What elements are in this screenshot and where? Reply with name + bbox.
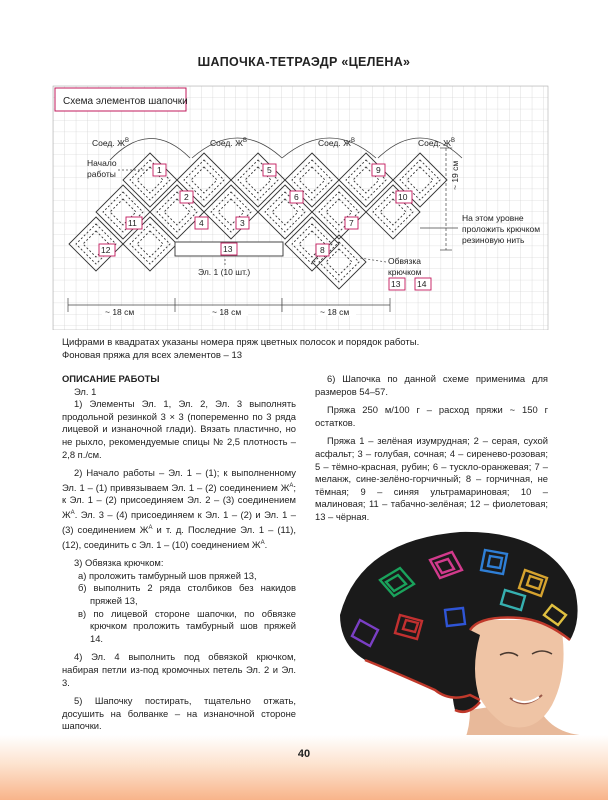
footer-band [0, 735, 608, 800]
paragraph: Пряжа 1 – зелёная изумрудная; 2 – серая, сухой асфальт; 3 – голубая, сочная; 4 – сиренево-розовая; 5 – тёмно-красная, рубин; 6 – тускло-оранжевая; 7 – меланж, сине-зелёно-горчичный; 8 – горчичная, не тёмная; 9 – синяя ультрамариновая; 10 – малиновая; 11 – табачно-зелёная; 12 – фиолетовая; 13 – чёрная. [315, 435, 548, 522]
page-title: ШАПОЧКА-ТЕТРАЭДР «ЦЕЛЕНА» [197, 55, 411, 69]
num-1: 1 [157, 165, 162, 175]
diagram-note: Цифрами в квадратах указаны номера пряж цветных полосок и порядок работы. [62, 337, 420, 348]
hat-element-diagram [0, 0, 608, 330]
start-label: Начало [87, 158, 117, 168]
num-10: 10 [398, 192, 408, 202]
join-label: Соед. $Ж^В$ [210, 138, 247, 148]
paragraph: 2) Начало работы – Эл. 1 – (1); к выполненному Эл. 1 – (1) привязываем Эл. 1 – (2) соединением $Ж^А$; к Эл. 1 – (2) присоединяем Эл. 2 – (3) соединением $Ж^А$. Эл. 3 – (4) присоединяем к Эл. 1 – (2) и Эл. 1 – (3) соединением $Ж^А$ и т. д. Последние Эл. 1 – (11), (12), соединить с Эл. 1 – (10) соединением $Ж^А$. [62, 467, 297, 550]
num-11: 11 [128, 218, 137, 228]
diagram-caption: Схема элементов шапочки [63, 96, 188, 107]
start-label: работы [87, 169, 116, 179]
join-label: Соед. $Ж^В$ [92, 138, 129, 148]
element-label: Эл. 1 (10 шт.) [198, 267, 251, 277]
join-label: Соед. $Ж^В$ [418, 138, 455, 148]
width-label: ~ 18 см [105, 307, 135, 317]
num-4: 4 [199, 218, 204, 228]
right-column [315, 373, 548, 524]
num-13-crochet: 13 [391, 279, 401, 289]
paragraph: 6) Шапочка по данной схеме применима для размеров 54–57. [315, 373, 548, 397]
width-label: ~ 18 см [212, 307, 242, 317]
element-subheading: Эл. 1 [74, 385, 97, 397]
crochet-label: крючком [388, 267, 422, 277]
level-note: резиновую нить [462, 235, 525, 245]
level-note: На этом уровне [462, 213, 524, 223]
hat-photo [320, 520, 600, 770]
height-label: ~ 19 см [450, 160, 460, 190]
num-2: 2 [184, 192, 189, 202]
width-label: ~ 18 см [320, 307, 350, 317]
num-13-band: 13 [223, 244, 233, 254]
list-item: в) по лицевой стороне шапочки, по обвязке крючком проложить тамбурный шов пряжей 14. [78, 607, 296, 644]
list-item: б) выполнить 2 ряда столбиков без накидов пряжей 13, [78, 582, 296, 606]
grid-background [53, 86, 548, 330]
paragraph: 3) Обвязка крючком: [74, 557, 164, 569]
num-8: 8 [320, 245, 325, 255]
page-number: 40 [297, 748, 311, 760]
num-12: 12 [101, 245, 111, 255]
level-note: проложить крючком [462, 224, 541, 234]
paragraph: 5) Шапочку постирать, тщательно отжать, досушить на болванке – на изнаночной стороне шапочки. [62, 695, 296, 732]
num-3: 3 [240, 218, 245, 228]
diagram-note: Фоновая пряжа для всех элементов – 13 [62, 350, 243, 361]
paragraph: 4) Эл. 4 выполнить под обвязкой крючком, набирая петли из-под кромочных петель Эл. 2 и Эл. 3. [62, 651, 296, 688]
crochet-label: Обвязка [388, 256, 422, 266]
list-item: а) проложить тамбурный шов пряжей 13, [78, 569, 257, 581]
num-5: 5 [267, 165, 272, 175]
section-heading: ОПИСАНИЕ РАБОТЫ [62, 373, 160, 384]
num-6: 6 [294, 192, 299, 202]
join-label: Соед. $Ж^В$ [318, 138, 355, 148]
num-9: 9 [376, 165, 381, 175]
paragraph: Пряжа 250 м/100 г – расход пряжи ~ 150 г остатков. [315, 404, 548, 428]
left-column [62, 373, 296, 733]
num-7: 7 [349, 218, 354, 228]
num-14-crochet: 14 [417, 279, 427, 289]
paragraph: 1) Элементы Эл. 1, Эл. 2, Эл. 3 выполнять продольной резинкой 3 × 3 (попеременно по 3 ряда лицевой и изнаночной глади). Вязать пластично, но не рыхло, рекомендуемые спицы № 2,5 плотность – 2,8 п./см. [62, 398, 296, 460]
